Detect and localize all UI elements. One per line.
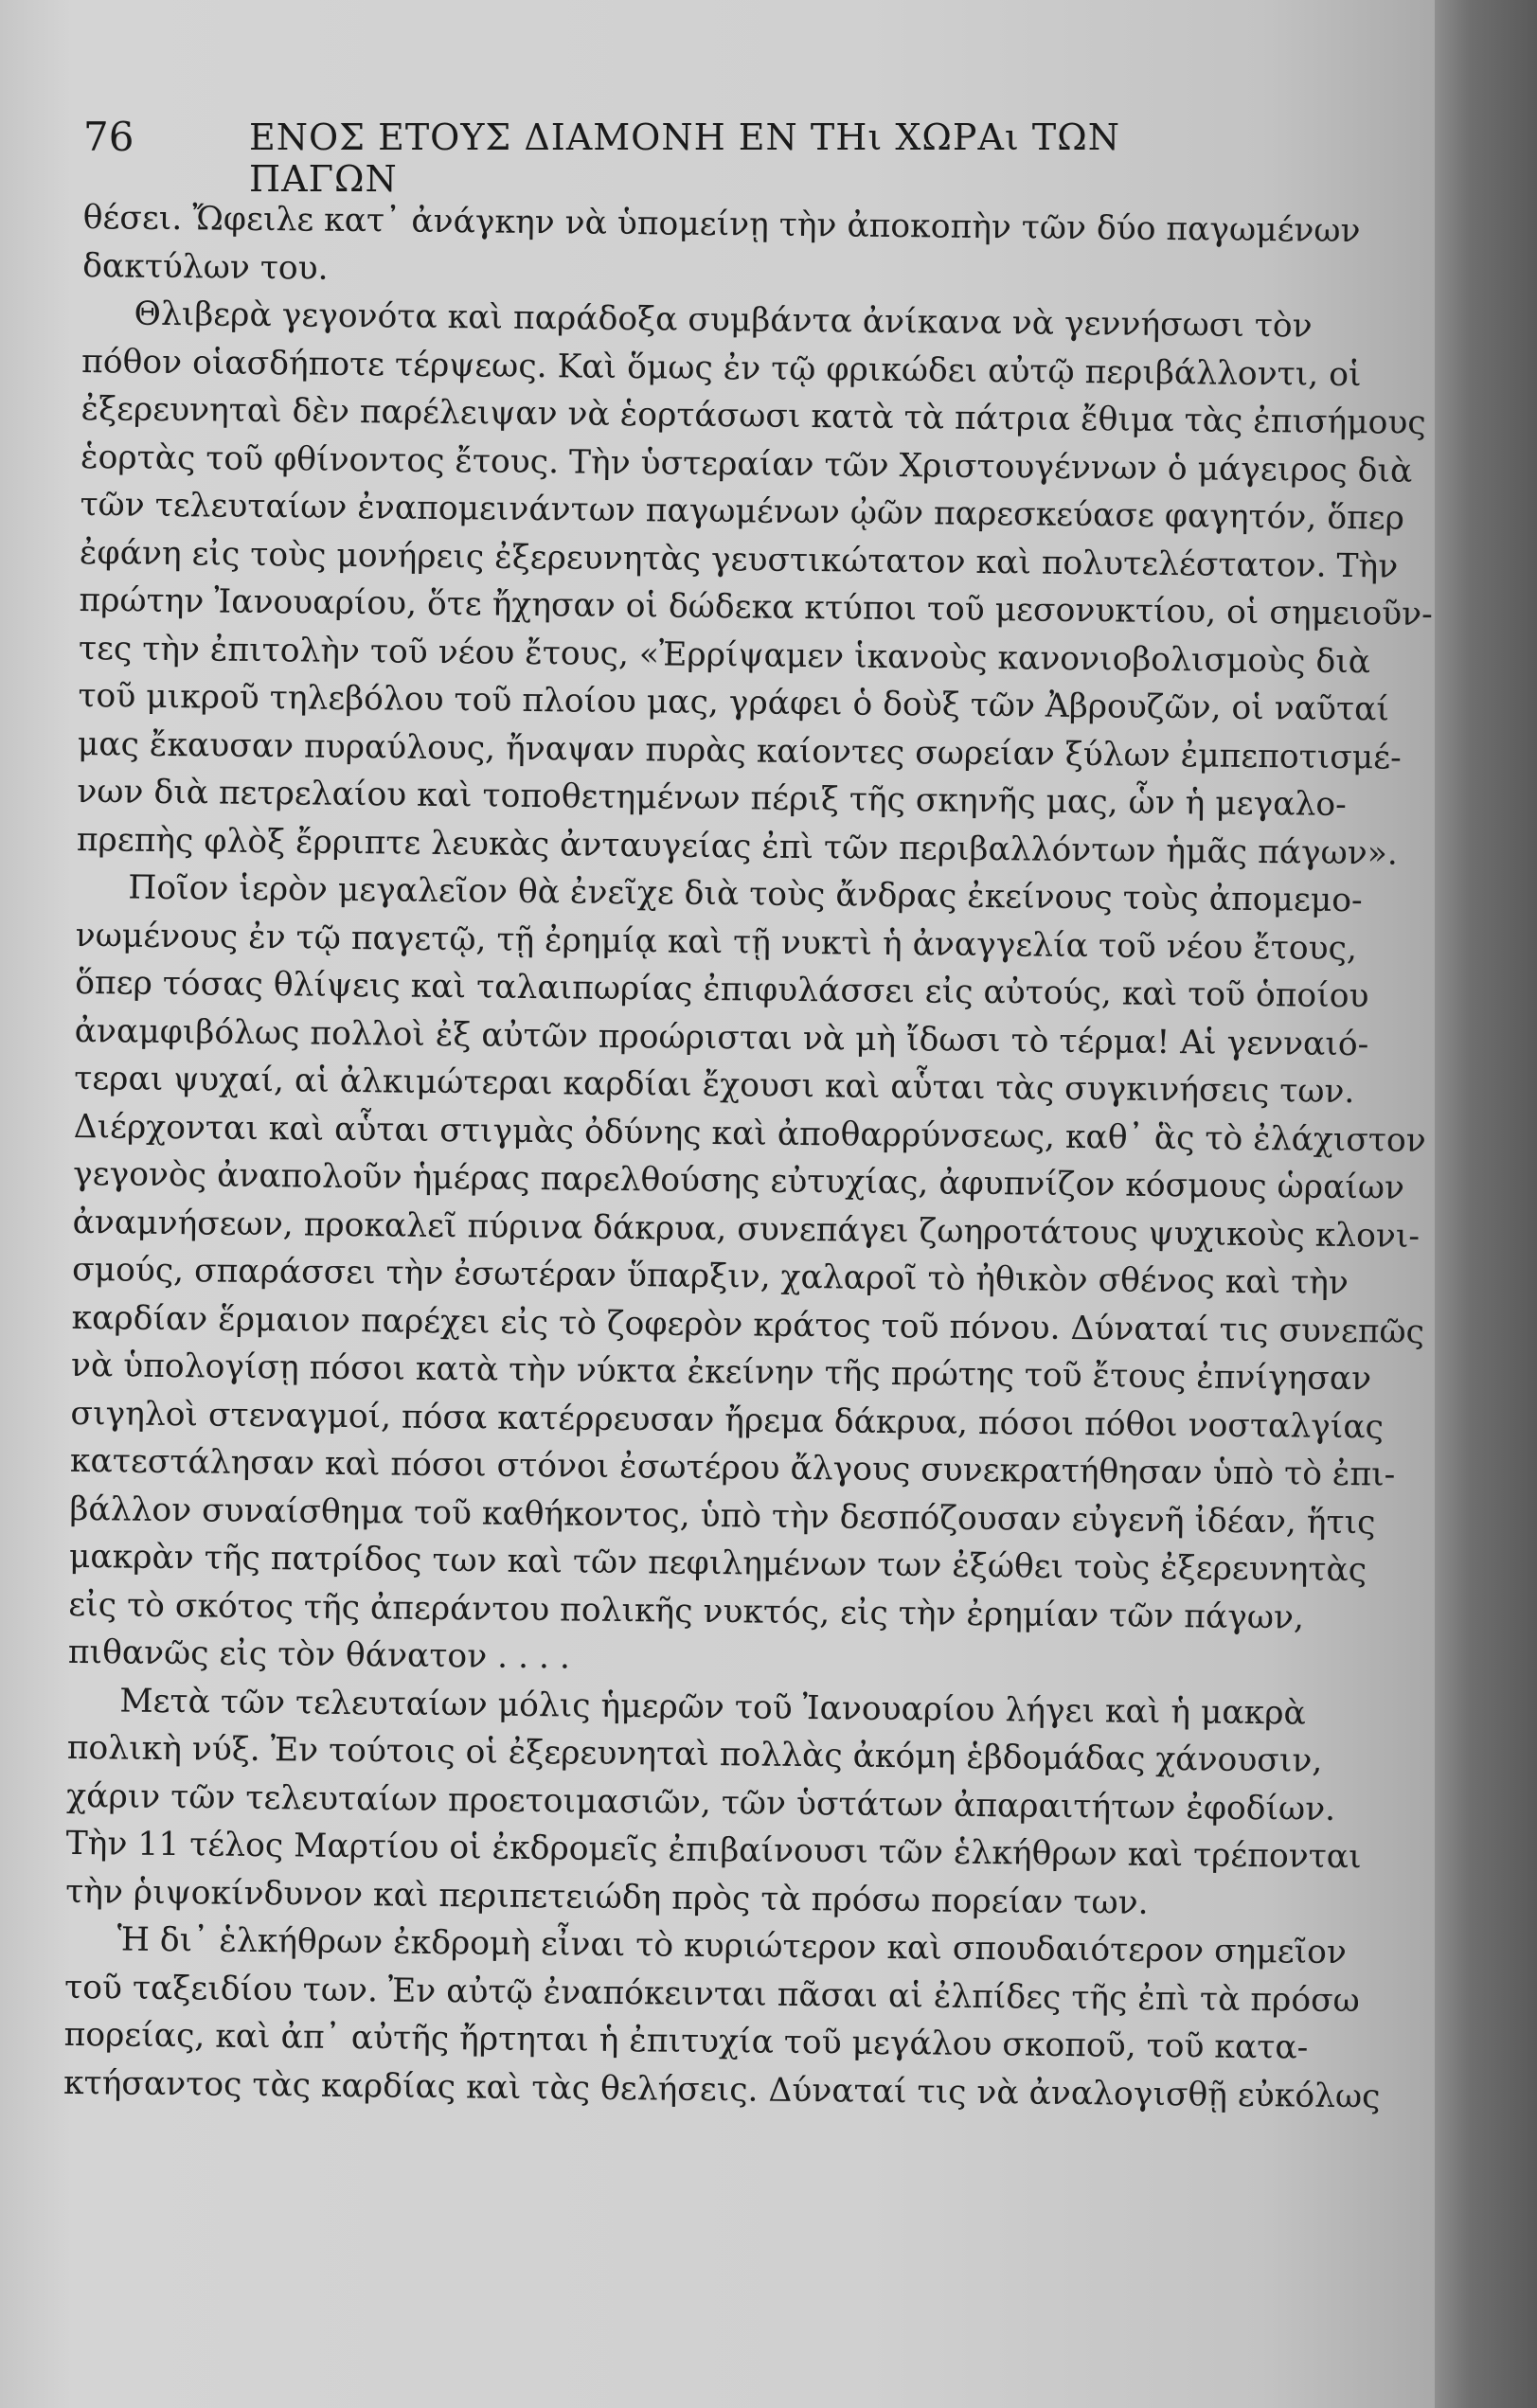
text-line: τες τὴν ἐπιτολὴν τοῦ νέου ἔτους, «Ἐρρίψαμεν ἱκανοὺς κανονιοβολισμοὺς διὰ [78, 629, 1371, 681]
page-number: 76 [83, 114, 134, 160]
text-line: μας ἔκαυσαν πυραύλους, ἤναψαν πυρὰς καίοντες σωρείαν ξύλων ἐμπεποτισμέ- [77, 724, 1402, 777]
text-line: νὰ ὑπολογίσῃ πόσοι κατὰ τὴν νύκτα ἐκείνην τῆς πρώτης τοῦ ἔτους ἐπνίγησαν [70, 1346, 1372, 1399]
text-line: ἑορτὰς τοῦ φθίνοντος ἔτους. Τὴν ὑστεραίαν τῶν Χριστουγέννων ὁ μάγειρος διὰ [80, 437, 1413, 491]
text-line: νων διὰ πετρελαίου καὶ τοποθετημένων πέριξ τῆς σκηνῆς μας, ὧν ἡ μεγαλο- [77, 772, 1347, 825]
text-line: τὴν ῥιψοκίνδυνον καὶ περιπετειώδη πρὸς τὰ πρόσω πορείαν των. [65, 1872, 1149, 1922]
text-line: θέσει. Ὤφειλε κατ᾽ ἀνάγκην νὰ ὑπομείνῃ τὴν ἀποκοπὴν τῶν δύο παγωμένων [82, 198, 1361, 251]
text-line: πολικὴ νύξ. Ἐν τούτοις οἱ ἐξερευνηταὶ πολλὰς ἀκόμη ἑβδομάδας χάνουσιν, [66, 1728, 1323, 1780]
text-line: τοῦ ταξειδίου των. Ἐν αὐτῷ ἐναπόκεινται πᾶσαι αἱ ἐλπίδες τῆς ἐπὶ τὰ πρόσω [63, 1968, 1360, 2020]
text-line: μακρὰν τῆς πατρίδος των καὶ τῶν πεφιλημένων των ἐξώθει τοὺς ἐξερευνητὰς [68, 1537, 1367, 1590]
text-line: εἰς τὸ σκότος τῆς ἀπεράντου πολικῆς νυκτός, εἰς τὴν ἐρημίαν τῶν πάγων, [68, 1585, 1305, 1637]
body-text [63, 194, 1434, 2120]
text-line: βάλλον συναίσθημα τοῦ καθήκοντος, ὑπὸ τὴν δεσπόζουσαν εὐγενῆ ἰδέαν, ἥτις [69, 1489, 1376, 1542]
text-line: σμούς, σπαράσσει τὴν ἐσωτέραν ὕπαρξιν, χαλαροῖ τὸ ἠθικὸν σθένος καὶ τὴν [71, 1250, 1349, 1303]
text-line: Ποῖον ἱερὸν μεγαλεῖον θὰ ἐνεῖχε διὰ τοὺς ἄνδρας ἐκείνους τοὺς ἀπομεμο- [128, 868, 1363, 920]
text-line: τῶν τελευταίων ἐναπομεινάντων παγωμένων ᾠῶν παρεσκεύασε φαγητόν, ὅπερ [80, 485, 1405, 538]
text-line: νωμένους ἐν τῷ παγετῷ, τῇ ἐρημίᾳ καὶ τῇ νυκτὶ ἡ ἀναγγελία τοῦ νέου ἔτους, [75, 916, 1358, 968]
text-line: ὅπερ τόσας θλίψεις καὶ ταλαιπωρίας ἐπιφυλάσσει εἰς αὐτούς, καὶ τοῦ ὁποίου [75, 963, 1369, 1016]
text-line: καρδίαν ἕρμαιον παρέχει εἰς τὸ ζοφερὸν κράτος τοῦ πόνου. Δύναταί τις συνεπῶς [71, 1298, 1425, 1351]
text-line: τοῦ μικροῦ τηλεβόλου τοῦ πλοίου μας, γράφει ὁ δοὺξ τῶν Ἀβρουζῶν, οἱ ναῦταί [78, 676, 1390, 729]
page-header [83, 114, 1201, 200]
text-line: πιθανῶς εἰς τὸν θάνατον . . . . [67, 1632, 571, 1677]
text-line: πόθον οἱασδήποτε τέρψεως. Καὶ ὅμως ἐν τῷ φρικώδει αὐτῷ περιβάλλοντι, οἱ [80, 342, 1362, 394]
text-line: πορείας, καὶ ἀπ᾽ αὐτῆς ἤρτηται ἡ ἐπιτυχία τοῦ μεγάλου σκοποῦ, τοῦ κατα- [63, 2015, 1309, 2067]
text-line: Θλιβερὰ γεγονότα καὶ παράδοξα συμβάντα ἀνίκανα νὰ γεννήσωσι τὸν [134, 294, 1313, 346]
text-line: κατεστάλησαν καὶ πόσοι στόνοι ἐσωτέρου ἄλγους συνεκρατήθησαν ὑπὸ τὸ ἐπι- [69, 1441, 1396, 1494]
text-line: δακτύλων του. [81, 246, 329, 288]
text-line: ἀναμφιβόλως πολλοὶ ἐξ αὐτῶν προώρισται νὰ μὴ ἴδωσι τὸ τέρμα! Αἱ γενναιό- [74, 1011, 1369, 1063]
text-line: ἀναμνήσεων, προκαλεῖ πύρινα δάκρυα, συνεπάγει ζωηροτάτους ψυχικοὺς κλονι- [72, 1203, 1421, 1256]
text-line: Μετὰ τῶν τελευταίων μόλις ἡμερῶν τοῦ Ἰανουαρίου λήγει καὶ ἡ μακρὰ [119, 1681, 1307, 1733]
text-line: Διέρχονται καὶ αὗται στιγμὰς ὀδύνης καὶ ἀποθαρρύνσεως, καθ᾽ ἃς τὸ ἐλάχιστον [73, 1107, 1426, 1160]
text-line: σιγηλοὶ στεναγμοί, πόσα κατέρρευσαν ἤρεμα δάκρυα, πόσοι πόθοι νοσταλγίας [70, 1394, 1385, 1446]
binding-shadow [1435, 0, 1537, 2408]
text-line: κτήσαντος τὰς καρδίας καὶ τὰς θελήσεις. Δύναταί τις νὰ ἀναλογισθῇ εὐκόλως [63, 2063, 1381, 2115]
text-line: χάριν τῶν τελευταίων προετοιμασιῶν, τῶν ὑστάτων ἀπαραιτήτων ἐφοδίων. [66, 1776, 1336, 1828]
running-title: ΕΝΟΣ ΕΤΟΥΣ ΔΙΑΜΟΝΗ ΕΝ ΤΗι ΧΩΡΑι ΤΩΝ ΠΑΓΩΝ [249, 116, 1120, 200]
text-line: γεγονὸς ἀναπολοῦν ἡμέρας παρελθούσης εὐτυχίας, ἀφυπνίζον κόσμους ὡραίων [72, 1154, 1405, 1207]
text-line: Ἡ δι᾽ ἑλκήθρων ἐκδρομὴ εἶναι τὸ κυριώτερον καὶ σπουδαιότερον σημεῖον [116, 1920, 1348, 1972]
text-line: πρώτην Ἰανουαρίου, ὅτε ἤχησαν οἱ δώδεκα κτύποι τοῦ μεσονυκτίου, οἱ σημειοῦν- [79, 580, 1434, 633]
text-line: ἐξερευνηταὶ δὲν παρέλειψαν νὰ ἑορτάσωσι κατὰ τὰ πάτρια ἔθιμα τὰς ἐπισήμους [80, 389, 1426, 442]
text-line: Τὴν 11 τέλος Μαρτίου οἱ ἐκδρομεῖς ἐπιβαίνουσι τῶν ἑλκήθρων καὶ τρέπονται [65, 1824, 1362, 1877]
text-line: ἐφάνη εἰς τοὺς μονήρεις ἐξερευνητὰς γευστικώτατον καὶ πολυτελέστατον. Τὴν [79, 533, 1399, 586]
text-line: πρεπὴς φλὸξ ἔρριπτε λευκὰς ἀνταυγείας ἐπὶ τῶν περιβαλλόντων ἡμᾶς πάγων». [76, 820, 1399, 873]
text-line: τεραι ψυχαί, αἱ ἀλκιμώτεραι καρδίαι ἔχουσι καὶ αὗται τὰς συγκινήσεις των. [74, 1059, 1355, 1112]
